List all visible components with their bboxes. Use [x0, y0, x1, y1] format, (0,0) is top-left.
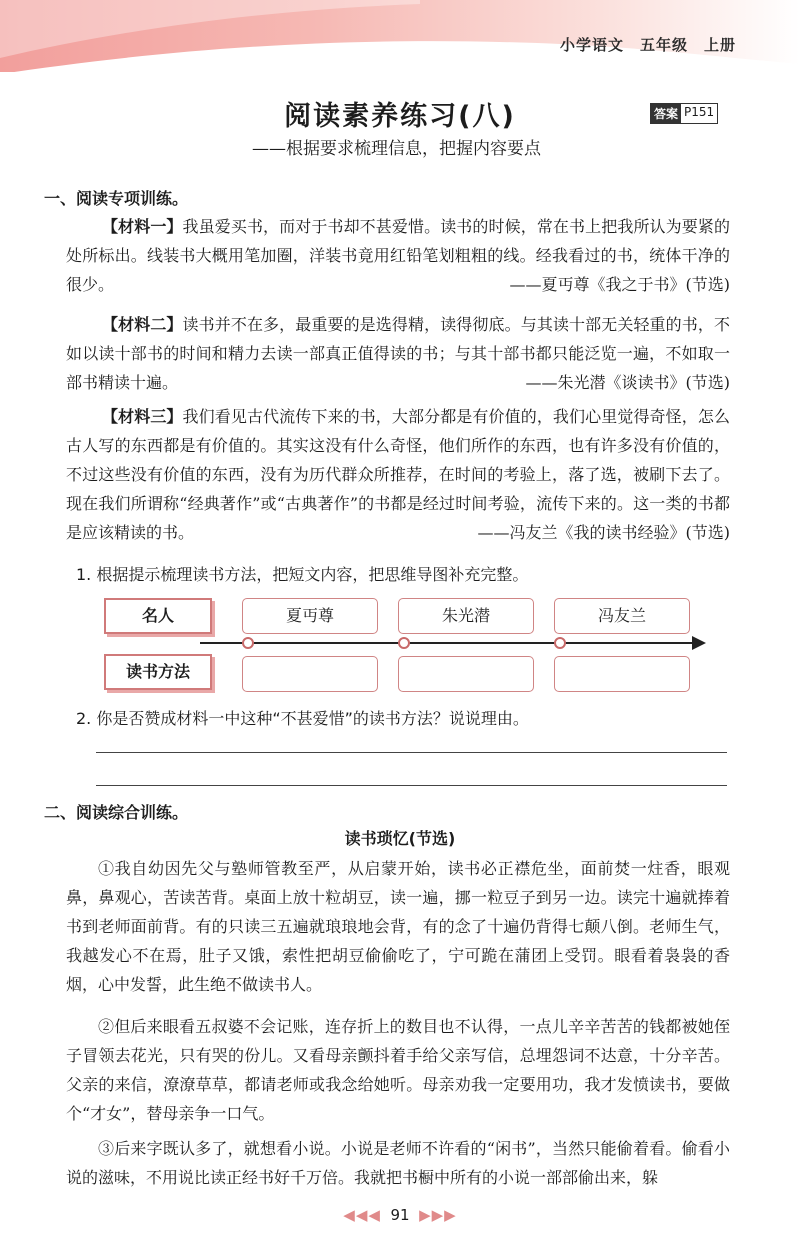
page-number: 91 [390, 1206, 410, 1224]
answer-line[interactable] [96, 785, 727, 786]
mindmap-name-box: 夏丏尊 [242, 598, 378, 634]
question-2: 2. 你是否赞成材料一中这种“不甚爱惜”的读书方法？说说理由。 [76, 709, 529, 728]
mindmap-label-method: 读书方法 [104, 654, 212, 690]
answer-line[interactable] [96, 752, 727, 753]
mindmap-name-box: 朱光潜 [398, 598, 534, 634]
article-paragraph: ②但后来眼看五叔婆不会记账，连存折上的数目也不认得，一点儿辛辛苦苦的钱都被她侄子冒领去花光，只有哭的份儿。又看母亲颤抖着手给父亲写信，总埋怨词不达意，十分辛苦。父亲的来信，潦潦草草，都请老师或我念给她听。母亲劝我一定要用功，我才发愤读书，要做个“才女”，替母亲争一口气。 [66, 1017, 730, 1123]
material-1-label: 【材料一】 [102, 217, 183, 236]
material-3 [66, 402, 730, 547]
mindmap-method-answer-box[interactable] [242, 656, 378, 692]
grade-label: 小学语文 五年级 上册 [559, 36, 736, 54]
page-footer [0, 1206, 800, 1224]
answer-tag-label: 答案 [651, 104, 681, 123]
answer-tag-page: P151 [684, 105, 715, 119]
material-1-source: ——夏丏尊《我之于书》(节选) [509, 275, 730, 294]
material-3-label: 【材料三】 [102, 407, 183, 426]
material-2-source: ——朱光潜《谈读书》(节选) [525, 373, 730, 392]
material-3-text: 我们看见古代流传下来的书，大部分都是有价值的，我们心里觉得奇怪，怎么古人写的东西都是有价值的。其实这没有什么奇怪，他们所作的东西，也有许多没有价值的，不过这些没有价值的东西，没有为历代群众所推荐，在时间的考验上，落了选，被刷下去了。现在我们所谓称“经典著作”或“古典著作”的书都是经过时间考验，流传下来的。这一类的书都是应该精读的书。 [66, 407, 730, 542]
mindmap-label-name: 名人 [104, 598, 212, 634]
article-paragraph: ③后来字既认多了，就想看小说。小说是老师不许看的“闲书”，当然只能偷着看。偷看小说的滋味，不用说比读正经书好千万倍。我就把书橱中所有的小说一部部偷出来，躲 [66, 1139, 730, 1187]
right-arrows-icon: ▶▶▶ [419, 1206, 457, 1224]
left-arrows-icon: ◀◀◀ [343, 1206, 381, 1224]
material-2 [66, 310, 730, 397]
section1-heading: 一、阅读专项训练。 [44, 189, 189, 208]
mindmap-method-answer-box[interactable] [554, 656, 690, 692]
section2-heading: 二、阅读综合训练。 [44, 803, 189, 822]
mindmap-name-box: 冯友兰 [554, 598, 690, 634]
material-2-text: 读书并不在多，最重要的是选得精，读得彻底。与其读十部无关轻重的书，不如以读十部书的时间和精力去读一部真正值得读的书；与其十部书都只能泛览一遍，不如取一部书精读十遍。 [66, 315, 730, 392]
mindmap-method-answer-box[interactable] [398, 656, 534, 692]
article-title: 读书琐忆(节选) [344, 829, 456, 848]
article-paragraph: ①我自幼因先父与塾师管教至严，从启蒙开始，读书必正襟危坐，面前焚一炷香，眼观鼻，鼻观心，苦读苦背。桌面上放十粒胡豆，读一遍，挪一粒豆子到另一边。读完十遍就捧着书到老师面前背。有的只读三五遍就琅琅地会背，有的念了十遍仍背得七颠八倒。老师生气，我越发心不在焉，肚子又饿，索性把胡豆偷偷吃了，宁可跪在蒲团上受罚。眼看着袅袅的香烟，心中发誓，此生绝不做读书人。 [66, 859, 730, 994]
answer-tag [650, 103, 718, 124]
material-3-source: ——冯友兰《我的读书经验》(节选) [477, 523, 730, 542]
material-2-label: 【材料二】 [102, 315, 183, 334]
material-1-text: 我虽爱买书，而对于书却不甚爱惜。读书的时候，常在书上把我所认为要紧的处所标出。线装书大概用笔加圈，洋装书竟用红铅笔划粗粗的线。经我看过的书，统体干净的很少。 [66, 217, 730, 294]
page-title: 阅读素养练习(八) [284, 101, 516, 132]
page-subtitle: ——根据要求梳理信息，把握内容要点 [252, 139, 541, 159]
question-1: 1. 根据提示梳理读书方法，把短文内容，把思维导图补充完整。 [76, 565, 529, 584]
material-1 [66, 212, 730, 299]
